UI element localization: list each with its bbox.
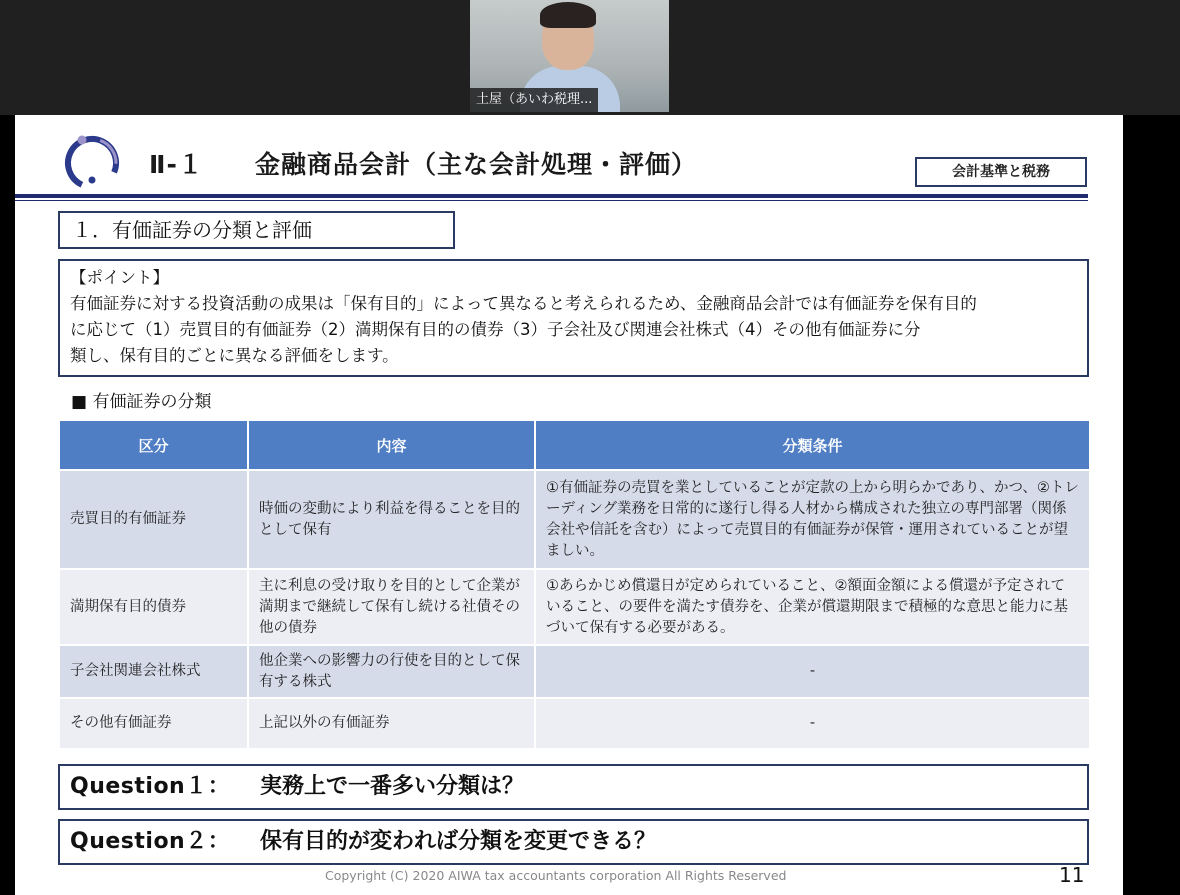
participant-hair — [540, 2, 596, 28]
header-condition: 分類条件 — [536, 421, 1089, 469]
category-tag: 会計基準と税務 — [915, 157, 1087, 187]
table-row — [60, 646, 1089, 697]
slide-title-number: Ⅱ-１ — [149, 150, 204, 179]
participant-name-label: 土屋（あいわ税理... — [470, 88, 598, 112]
table-row — [60, 699, 1089, 748]
question-2-text: 保有目的が変われば分類を変更できる？ — [260, 829, 657, 854]
cell-content: 他企業への影響力の行使を目的として保有する株式 — [249, 646, 534, 697]
table-row — [60, 570, 1089, 644]
copyright-text: Copyright (C) 2020 AIWA tax accountants corporation All Rights Reserved — [325, 868, 787, 883]
page-number: 11 — [1059, 863, 1085, 887]
cell-content: 主に利息の受け取りを目的として企業が満期まで継続して保有し続ける社債その他の債券 — [249, 570, 534, 644]
header-category: 区分 — [60, 421, 247, 469]
cell-content: 時価の変動により利益を得ることを目的として保有 — [249, 471, 534, 568]
question-2-box — [58, 819, 1089, 865]
title-rule-thick — [15, 194, 1088, 198]
participant-video-tile[interactable] — [470, 0, 669, 112]
table-header-row — [60, 421, 1089, 469]
company-logo-icon — [62, 131, 122, 191]
question-1-box — [58, 764, 1089, 810]
point-label: 【ポイント】 — [70, 268, 169, 287]
table-row — [60, 471, 1089, 568]
point-line-3: 類し、保有目的ごとに異なる評価をします。 — [70, 346, 399, 365]
cell-category: 売買目的有価証券 — [60, 471, 247, 568]
cell-category: 満期保有目的債券 — [60, 570, 247, 644]
header-content: 内容 — [249, 421, 534, 469]
cell-condition: - — [536, 699, 1089, 748]
cell-condition: - — [536, 646, 1089, 697]
section-heading: １．有価証券の分類と評価 — [58, 211, 455, 249]
slide-title-text: 金融商品会計（主な会計処理・評価） — [255, 150, 698, 179]
cell-condition: ①有価証券の売買を業としていることが定款の上から明らかであり、かつ、②トレーディング業務を日常的に遂行し得る人材から構成された独立の専門部署（関係会社や信託を含む）によって売買目的有価証券が保管・運用されていることが望ましい。 — [536, 471, 1089, 568]
slide-title — [149, 145, 697, 181]
screen-share-margin — [1123, 115, 1180, 895]
title-rule-thin — [15, 200, 1088, 201]
question-2-label: Question２： — [70, 829, 231, 854]
point-line-2: に応じて（1）売買目的有価証券（2）満期保有目的の債券（3）子会社及び関連会社株式（4）その他有価証券に分 — [70, 320, 921, 339]
classification-table — [58, 419, 1091, 750]
question-1-label: Question１： — [70, 774, 231, 799]
point-line-1: 有価証券に対する投資活動の成果は「保有目的」によって異なると考えられるため、金融商品会計では有価証券を保有目的 — [70, 294, 977, 313]
shared-slide — [15, 115, 1123, 895]
cell-category: その他有価証券 — [60, 699, 247, 748]
point-box — [58, 259, 1089, 377]
table-subheading: ■ 有価証券の分類 — [71, 392, 212, 412]
question-1-text: 実務上で一番多い分類は？ — [260, 774, 525, 799]
cell-condition: ①あらかじめ償還日が定められていること、②額面金額による償還が予定されていること、の要件を満たす債券を、企業が償還期限まで積極的な意思と能力に基づいて保有する必要がある。 — [536, 570, 1089, 644]
cell-content: 上記以外の有価証券 — [249, 699, 534, 748]
cell-category: 子会社関連会社株式 — [60, 646, 247, 697]
